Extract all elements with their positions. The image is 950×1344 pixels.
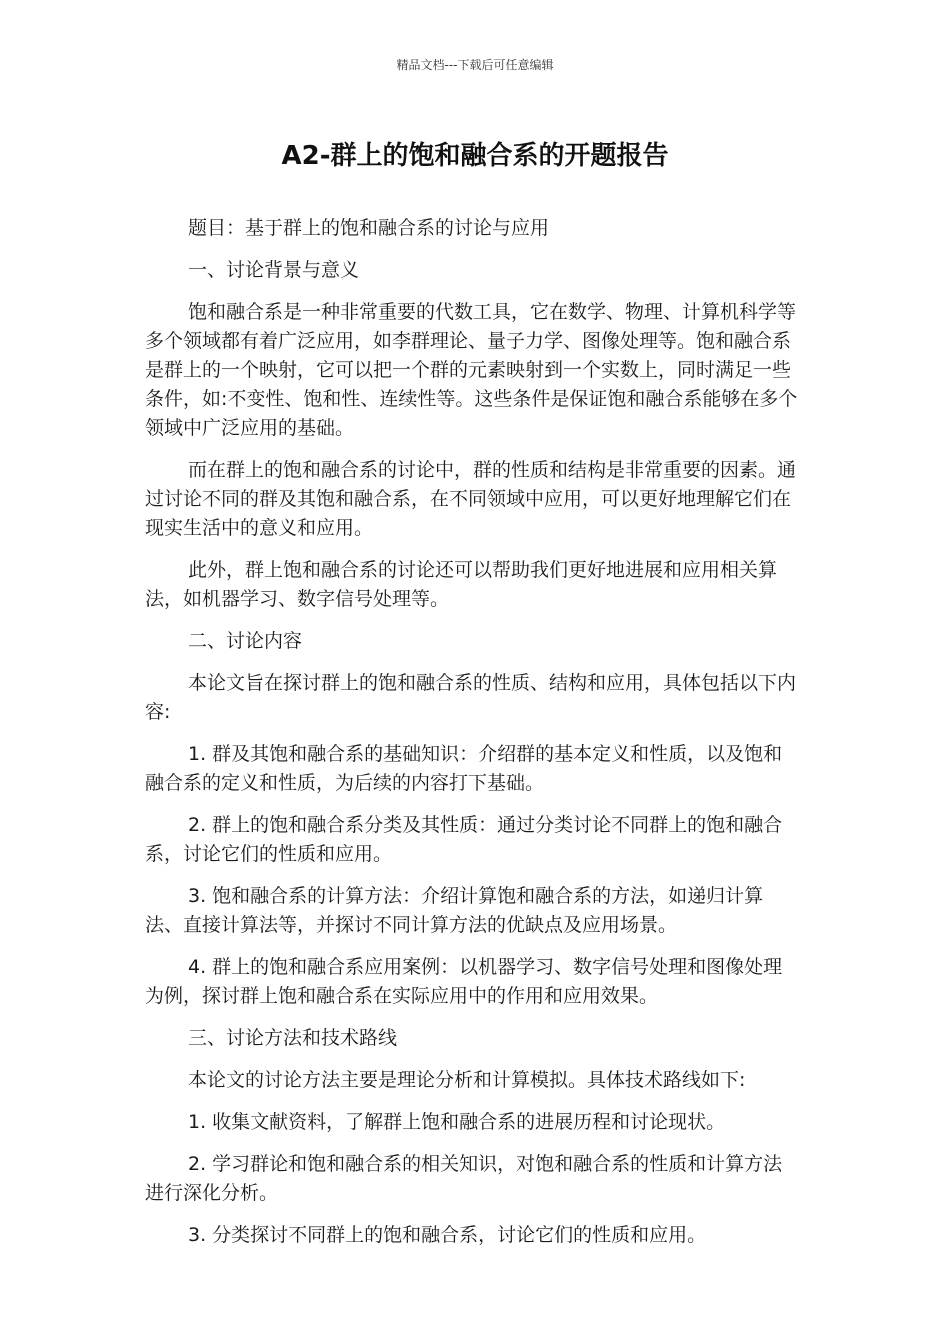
topic-line: 题目：基于群上的饱和融合系的讨论与应用 [188,217,550,239]
methods-intro-paragraph: 本论文的讨论方法主要是理论分析和计算模拟。具体技术路线如下: [188,1069,746,1091]
background-paragraph-3: 此外，群上饱和融合系的讨论还可以帮助我们更好地进展和应用相关算法，如机器学习、数字信号处理等。 [145,559,778,610]
document-title: A2-群上的饱和融合系的开题报告 [281,141,669,171]
content-item-4: 4. 群上的饱和融合系应用案例：以机器学习、数字信号处理和图像处理为例，探讨群上饱和融合系在实际应用中的作用和应用效果。 [145,956,783,1007]
section-heading-background: 一、讨论背景与意义 [188,259,360,281]
method-step-2: 2. 学习群论和饱和融合系的相关知识，对饱和融合系的性质和计算方法进行深化分析。 [145,1153,783,1204]
content-item-1: 1. 群及其饱和融合系的基础知识：介绍群的基本定义和性质，以及饱和融合系的定义和性质，为后续的内容打下基础。 [145,743,783,794]
section-heading-methods: 三、讨论方法和技术路线 [188,1027,398,1049]
content-item-3: 3. 饱和融合系的计算方法：介绍计算饱和融合系的方法，如递归计算法、直接计算法等，并探讨不同计算方法的优缺点及应用场景。 [145,885,764,936]
content-item-2: 2. 群上的饱和融合系分类及其性质：通过分类讨论不同群上的饱和融合系，讨论它们的性质和应用。 [145,814,783,865]
background-paragraph-1: 饱和融合系是一种非常重要的代数工具，它在数学、物理、计算机科学等多个领域都有着广泛应用，如李群理论、量子力学、图像处理等。饱和融合系是群上的一个映射，它可以把一个群的元素映射到一个实数上，同时满足一些条件，如:不变性、饱和性、连续性等。这些条件是保证饱和融合系能够在多个领域中广泛应用的基础。 [145,301,798,439]
background-paragraph-2: 而在群上的饱和融合系的讨论中，群的性质和结构是非常重要的因素。通过讨论不同的群及其饱和融合系，在不同领域中应用，可以更好地理解它们在现实生活中的意义和应用。 [145,459,797,539]
section-heading-content: 二、讨论内容 [188,630,303,652]
page-header-note: 精品文档---下载后可任意编辑 [396,58,554,72]
content-intro-paragraph: 本论文旨在探讨群上的饱和融合系的性质、结构和应用，具体包括以下内容: [145,672,797,723]
method-step-1: 1. 收集文献资料，了解群上饱和融合系的进展历程和讨论现状。 [188,1111,726,1133]
document-body [145,214,801,1263]
method-step-3: 3. 分类探讨不同群上的饱和融合系，讨论它们的性质和应用。 [188,1224,707,1246]
